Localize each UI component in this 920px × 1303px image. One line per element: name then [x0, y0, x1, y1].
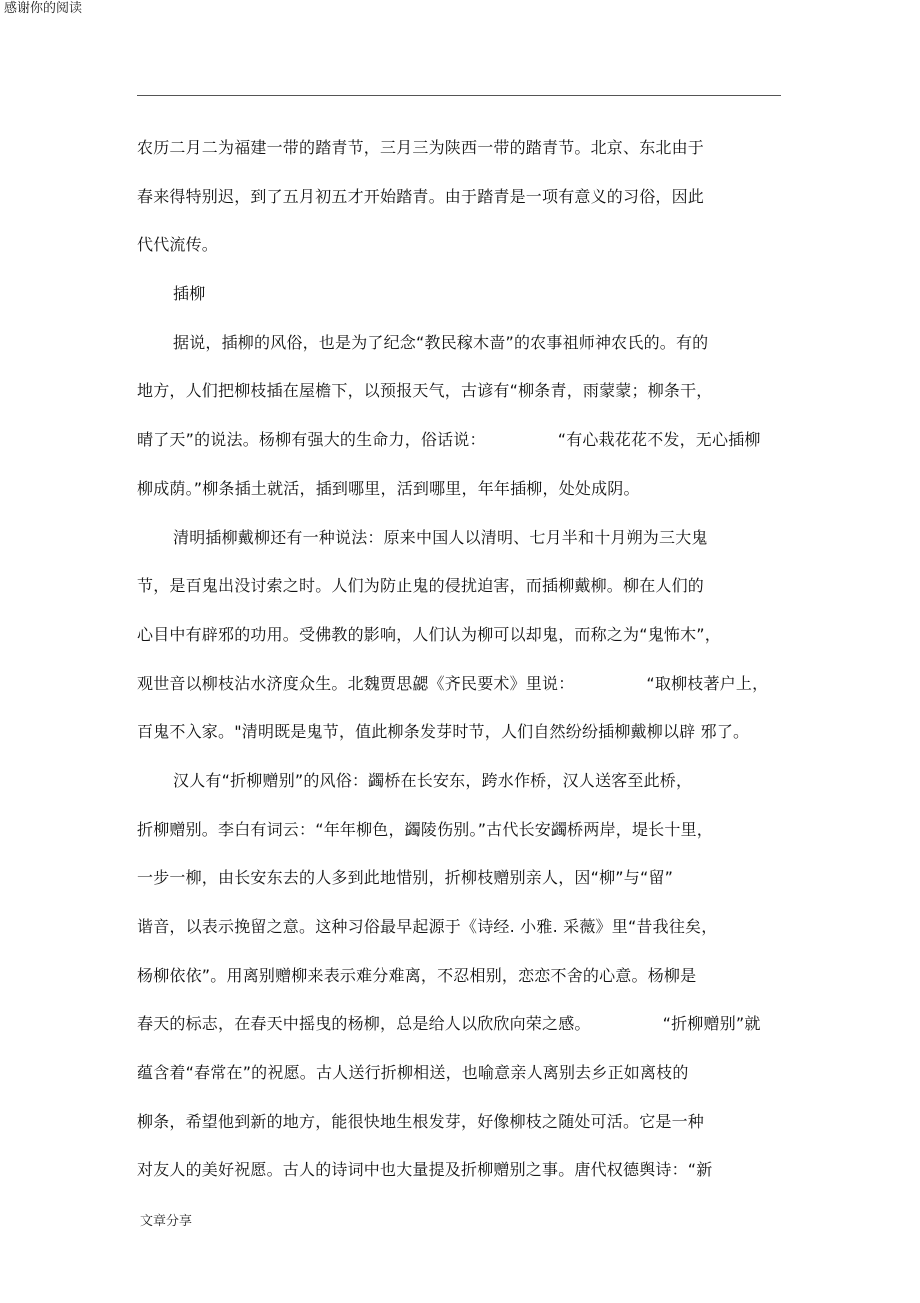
paragraph-line: 蕴含着“春常在”的祝愿。古人送行折柳相送，也喻意亲人离别去乡正如离枝的 [137, 1063, 689, 1083]
document-body [137, 124, 787, 1195]
paragraph-line: 柳条，希望他到新的地方，能很快地生根发芽，好像柳枝之随处可活。它是一种 [137, 1111, 705, 1131]
paragraph-line: 清明插柳戴柳还有一种说法：原来中国人以清明、七月半和十月朔为三大鬼 [173, 527, 708, 547]
paragraph-line: 节，是百鬼出没讨索之时。人们为防止鬼的侵扰迫害，而插柳戴柳。柳在人们的 [137, 576, 705, 596]
paragraph-line: 柳成荫。”柳条插土就活，插到哪里，活到哪里，年年插柳，处处成阴。 [137, 478, 640, 498]
paragraph-line: 心目中有辟邪的功用。受佛教的影响，人们认为柳可以却鬼，而称之为“鬼怖木”， [137, 624, 721, 644]
paragraph-line: 春来得特别迟，到了五月初五才开始踏青。由于踏青是一项有意义的习俗，因此 [137, 186, 705, 206]
paragraph-line [137, 416, 787, 465]
paragraph-line: 农历二月二为福建一带的踏青节，三月三为陕西一带的踏青节。北京、东北由于 [137, 138, 705, 157]
paragraph-line: 百鬼不入家。"清明既是鬼节，值此柳条发芽时节，人们自然纷纷插柳戴柳以辟 邪了。 [137, 722, 750, 742]
paragraph-line: 折柳赠别。李白有词云：“年年柳色，蠲陵伤别。”古代长安蠲桥两岸，堤长十里， [137, 819, 713, 839]
section-heading: 插柳 [173, 284, 206, 304]
paragraph-line: 代代流传。 [137, 235, 219, 255]
page-header-note: 感谢你的阅读 [4, 1, 83, 16]
line-segment: “有心栽花花不发，无心插柳 [557, 430, 761, 450]
line-segment: 晴了天”的说法。杨柳有强大的生命力，俗话说： [137, 430, 486, 450]
line-segment: “折柳赠别”就 [662, 1014, 761, 1034]
paragraph-line: 对友人的美好祝愿。古人的诗词中也大量提及折柳赠别之事。唐代权德舆诗：“新 [137, 1160, 713, 1180]
line-segment: 春天的标志，在春天中摇曳的杨柳，总是给人以欣欣向荣之感。 [137, 1014, 591, 1034]
paragraph-line: 杨柳依依”。用离别赠柳来表示难分难离，不忍相别，恋恋不舍的心意。杨柳是 [137, 965, 697, 985]
paragraph-line: 地方，人们把柳枝插在屋檐下，以预报天气，古谚有“柳条青，雨蒙蒙；柳条干， [137, 381, 713, 401]
paragraph-line [137, 1000, 787, 1049]
paragraph-line: 汉人有“折柳赠别”的风俗：蠲桥在长安东，跨水作桥，汉人送客至此桥， [173, 770, 693, 790]
paragraph-line: 据说，插柳的风俗，也是为了纪念“教民稼木啬”的农事祖师神农氏的。有的 [173, 332, 709, 352]
line-segment: “取柳枝著户上， [646, 673, 769, 693]
paragraph-line: 一步一柳，由长安东去的人多到此地惜别，折柳枝赠别亲人，因“柳”与“留” [137, 868, 674, 888]
paragraph-line: 谐音，以表示挽留之意。这种习俗最早起源于《诗经. 小雅. 采薇》里“昔我往矣， [137, 917, 718, 936]
header-divider [137, 95, 781, 96]
page-footer-note: 文章分享 [140, 1214, 193, 1229]
paragraph-line [137, 660, 787, 709]
line-segment: 观世音以柳枝沾水济度众生。北魏贾思勰《齐民要术》里说： [137, 673, 575, 693]
